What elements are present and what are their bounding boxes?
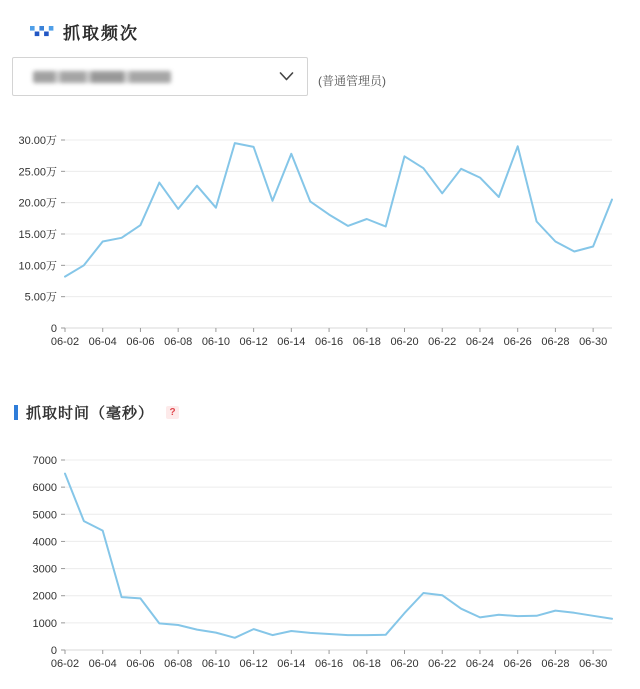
svg-text:06-04: 06-04: [88, 658, 117, 670]
crawl-frequency-chart: [0, 125, 640, 360]
svg-text:7000: 7000: [32, 455, 57, 467]
svg-text:06-04: 06-04: [88, 336, 117, 348]
svg-text:06-30: 06-30: [579, 658, 608, 670]
site-select-dropdown[interactable]: [12, 57, 308, 96]
chevron-down-icon[interactable]: [279, 72, 294, 81]
svg-text:06-10: 06-10: [201, 658, 230, 670]
svg-text:06-12: 06-12: [239, 336, 268, 348]
svg-text:0: 0: [50, 645, 57, 657]
svg-text:06-30: 06-30: [579, 336, 608, 348]
svg-text:06-14: 06-14: [277, 336, 306, 348]
svg-text:2000: 2000: [32, 590, 57, 603]
svg-text:6000: 6000: [32, 482, 57, 495]
crawl-time-section-header: [14, 402, 179, 423]
svg-text:06-20: 06-20: [390, 336, 419, 348]
ziyuan-logo-icon: [30, 25, 54, 39]
svg-text:4000: 4000: [32, 536, 57, 549]
svg-text:06-16: 06-16: [314, 336, 344, 348]
svg-text:06-06: 06-06: [126, 658, 155, 670]
svg-text:06-24: 06-24: [465, 658, 495, 670]
svg-text:0: 0: [50, 323, 57, 335]
svg-text:20.00万: 20.00万: [18, 197, 57, 210]
svg-text:06-26: 06-26: [503, 336, 532, 348]
svg-text:06-28: 06-28: [541, 336, 570, 348]
svg-text:06-24: 06-24: [465, 336, 495, 348]
help-icon[interactable]: ?: [166, 406, 179, 419]
crawl-time-title: 抓取时间（毫秒）: [26, 405, 155, 422]
svg-text:3000: 3000: [32, 563, 57, 576]
svg-text:06-18: 06-18: [352, 658, 381, 670]
site-url-blurred: [33, 71, 171, 83]
svg-text:06-18: 06-18: [352, 336, 381, 348]
svg-text:06-16: 06-16: [314, 658, 344, 670]
svg-text:06-20: 06-20: [390, 658, 419, 670]
svg-text:30.00万: 30.00万: [18, 135, 57, 147]
svg-text:06-08: 06-08: [164, 658, 193, 670]
svg-text:06-02: 06-02: [50, 336, 80, 348]
svg-text:06-02: 06-02: [50, 658, 80, 670]
svg-text:06-22: 06-22: [428, 336, 457, 348]
svg-text:10.00万: 10.00万: [18, 260, 57, 273]
svg-text:06-12: 06-12: [239, 658, 268, 670]
svg-text:1000: 1000: [32, 617, 57, 630]
crawl-time-chart: [0, 445, 640, 685]
svg-text:06-22: 06-22: [428, 658, 457, 670]
svg-text:06-06: 06-06: [126, 336, 155, 348]
svg-text:15.00万: 15.00万: [18, 229, 57, 241]
svg-text:25.00万: 25.00万: [18, 166, 57, 179]
page-header: [30, 19, 139, 44]
svg-text:06-28: 06-28: [541, 658, 570, 670]
svg-text:06-08: 06-08: [164, 336, 193, 348]
role-label: (普通管理员): [318, 74, 386, 88]
svg-text:06-14: 06-14: [277, 658, 306, 670]
section-marker-bar: [14, 405, 18, 420]
svg-text:06-26: 06-26: [503, 658, 532, 670]
svg-text:5.00万: 5.00万: [24, 291, 57, 304]
svg-text:5000: 5000: [32, 509, 57, 522]
page-title: 抓取频次: [63, 24, 139, 43]
svg-text:06-10: 06-10: [201, 336, 230, 348]
